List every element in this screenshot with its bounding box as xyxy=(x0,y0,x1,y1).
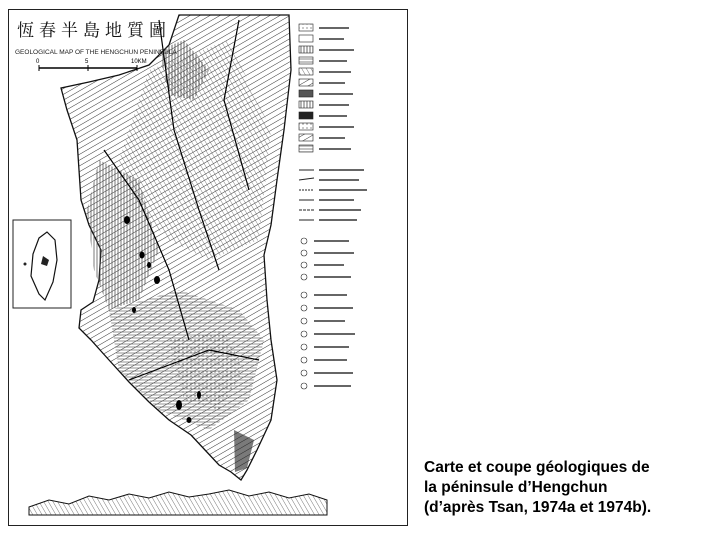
scale-label-5: 5 xyxy=(85,59,89,65)
cross-section-profile xyxy=(29,490,327,515)
map-legend xyxy=(299,24,367,389)
map-drawing xyxy=(9,10,407,525)
scale-label-0: 0 xyxy=(36,59,40,65)
taiwan-inset-map xyxy=(13,220,71,308)
scale-label-10km: 10KM xyxy=(131,59,147,65)
scale-bar xyxy=(36,59,147,71)
map-title-en: GEOLOGICAL MAP OF THE HENGCHUN PENINSULA xyxy=(15,49,177,56)
caption-line-1: Carte et coupe géologiques de xyxy=(424,459,650,476)
caption-line-2: la péninsule d’Hengchun xyxy=(424,479,608,496)
map-title-cn: 恆春半島地質圖 xyxy=(17,21,171,41)
geological-map xyxy=(8,9,408,526)
figure-caption xyxy=(424,458,714,518)
caption-line-3: (d’après Tsan, 1974a et 1974b). xyxy=(424,499,652,516)
